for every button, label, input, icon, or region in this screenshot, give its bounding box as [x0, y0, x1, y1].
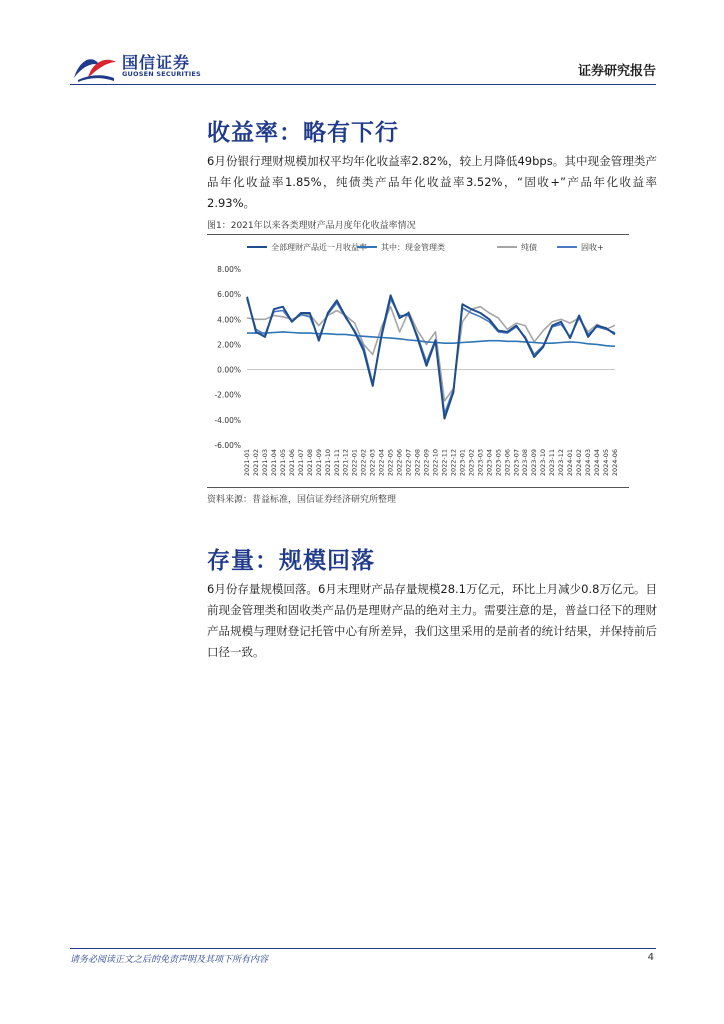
figure-source: 资料来源：普益标准，国信证券经济研究所整理	[207, 495, 397, 505]
x-tick-label: 2022-07	[404, 449, 413, 477]
x-tick-label: 2023-05	[494, 449, 503, 477]
x-tick-label: 2023-07	[512, 449, 521, 477]
x-tick-label: 2022-08	[413, 449, 422, 477]
x-tick-label: 2024-03	[584, 449, 593, 477]
x-tick-label: 2024-06	[611, 449, 619, 477]
figure-caption: 图1：2021年以来各类理财产品月度年化收益率情况	[207, 221, 416, 231]
x-tick-label: 2023-01	[458, 449, 467, 477]
x-tick-label: 2022-05	[386, 449, 395, 477]
x-tick-label: 2022-02	[359, 449, 368, 477]
y-tick-label: -4.00%	[214, 415, 241, 425]
x-tick-label: 2023-09	[530, 449, 539, 477]
report-type-label: 证券研究报告	[577, 64, 656, 79]
x-tick-label: 2021-05	[278, 449, 287, 477]
section-title-yield: 收益率：略有下行	[207, 120, 399, 146]
legend-label: 全部理财产品近一月收益率	[271, 243, 367, 252]
section-paragraph-yield: 6月份银行理财规模加权平均年化收益率2.82%，较上月降低49bps。其中现金管理类产品年化收益率1.85%，纯债类产品年化收益率3.52%，“固收+”产品年化收益率2.93%。	[207, 154, 657, 210]
x-tick-label: 2023-06	[503, 449, 512, 477]
x-tick-label: 2021-02	[251, 449, 260, 477]
page-header	[70, 48, 656, 84]
x-tick-label: 2021-11	[332, 449, 341, 477]
header-divider	[70, 84, 656, 85]
x-tick-label: 2022-10	[431, 449, 440, 477]
disclaimer-note: 请务必阅读正文之后的免责声明及其项下所有内容	[70, 955, 269, 965]
page-number: 4	[647, 952, 654, 963]
y-tick-label: 6.00%	[217, 290, 241, 300]
x-tick-label: 2021-04	[269, 449, 278, 477]
x-tick-label: 2024-02	[575, 449, 584, 477]
x-tick-label: 2022-12	[449, 449, 458, 477]
x-tick-label: 2021-12	[341, 449, 350, 477]
x-tick-label: 2023-11	[548, 449, 557, 477]
x-tick-label: 2022-03	[368, 449, 377, 477]
x-tick-label: 2023-08	[521, 449, 530, 477]
x-tick-label: 2022-01	[350, 449, 359, 477]
x-tick-label: 2021-09	[314, 449, 323, 477]
x-tick-label: 2021-08	[305, 449, 314, 477]
series-line-0	[247, 295, 615, 418]
x-tick-label: 2023-02	[467, 449, 476, 477]
x-tick-label: 2022-06	[395, 449, 404, 477]
y-tick-label: 4.00%	[217, 315, 241, 325]
x-tick-label: 2022-09	[422, 449, 431, 477]
y-tick-label: 2.00%	[217, 340, 241, 350]
x-tick-label: 2021-07	[296, 449, 305, 477]
x-tick-label: 2023-10	[539, 449, 548, 477]
x-tick-label: 2023-12	[557, 449, 566, 477]
guosen-logo-icon	[70, 48, 118, 84]
x-tick-label: 2022-11	[440, 449, 449, 477]
x-tick-label: 2021-06	[287, 449, 296, 477]
x-tick-label: 2021-01	[243, 449, 251, 477]
x-tick-label: 2021-10	[323, 449, 332, 477]
x-tick-label: 2024-04	[593, 449, 602, 477]
logo-text-cn: 国信证券	[122, 53, 191, 72]
x-tick-label: 2021-03	[260, 449, 269, 477]
brand-logo	[70, 48, 220, 84]
y-tick-label: 0.00%	[217, 365, 241, 375]
series-line-3	[247, 299, 615, 413]
figure-top-rule	[207, 234, 629, 235]
y-tick-label: -6.00%	[214, 441, 241, 450]
yield-line-chart	[207, 236, 629, 486]
x-tick-label: 2023-03	[476, 449, 485, 477]
section-title-scale: 存量：规模回落	[207, 548, 375, 574]
x-tick-label: 2024-01	[566, 449, 575, 477]
y-tick-label: 8.00%	[217, 265, 241, 274]
section-paragraph-scale: 6月份存量规模回落。6月末理财产品存量规模28.1万亿元，环比上月减少0.8万亿元。目前现金管理类和固收类产品仍是理财产品的绝对主力。需要注意的是，普益口径下的理财产品规模与理财登记托管中心有所差异，我们这里采用的是前者的统计结果，并保持前后口径一致。	[207, 582, 657, 659]
figure-bottom-rule	[207, 487, 629, 488]
legend-label: 纯债	[521, 243, 537, 252]
legend-label: 固收+	[581, 243, 604, 252]
logo-text-en: GUOSEN SECURITIES	[122, 70, 201, 78]
x-tick-label: 2023-04	[485, 449, 494, 477]
legend-label: 其中：现金管理类	[381, 243, 445, 252]
x-tick-label: 2024-05	[602, 449, 611, 477]
footer-divider	[70, 948, 656, 949]
x-tick-label: 2022-04	[377, 449, 386, 477]
y-tick-label: -2.00%	[214, 390, 241, 400]
